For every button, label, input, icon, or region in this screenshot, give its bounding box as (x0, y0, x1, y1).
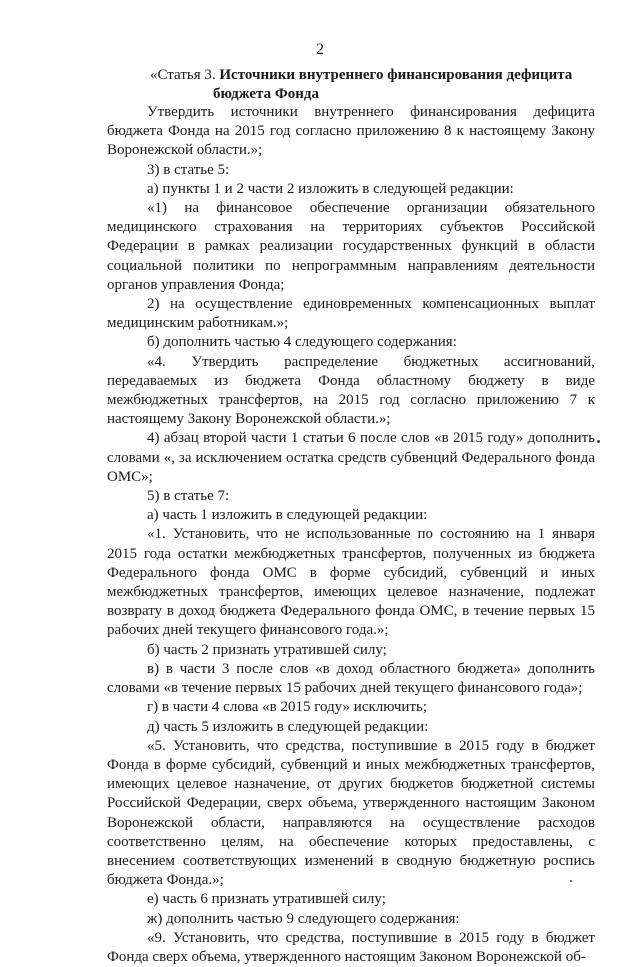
scan-speck (570, 880, 572, 882)
paragraph: «9. Установить, что средства, поступившие в 2015 году в бюджет Фонда сверх объема, утвержденного настоящим Законом Воронежской об- (107, 929, 595, 965)
paragraph: а) часть 1 изложить в следующей редакции: (147, 507, 428, 524)
article-title-line-1: Источники внутреннего финансирования дефицита (219, 67, 573, 83)
article-heading (150, 66, 590, 104)
paragraph: «4. Утвердить распределение бюджетных ассигнований, передаваемых из бюджета Фонда областному бюджету в виде межбюджетных трансфертов, на 2015 год согласно приложению 7 к настоящему Закону Воронежской области.»; (107, 353, 595, 428)
article-title-line-2: бюджета Фонда (213, 86, 319, 102)
paragraph: ж) дополнить частью 9 следующего содержания: (147, 910, 460, 927)
article-prefix: «Статья 3. (150, 67, 220, 83)
paragraph: б) часть 2 признать утратившей силу; (147, 641, 387, 658)
paragraph: в) в части 3 после слов «в доход областного бюджета» дополнить словами «в течение первых 15 рабочих дней текущего финансового года»; (107, 660, 595, 697)
document-body (107, 103, 595, 967)
page-number: 2 (316, 41, 324, 58)
paragraph: б) дополнить частью 4 следующего содержания: (147, 334, 457, 351)
paragraph: 4) абзац второй части 1 статьи 6 после слов «в 2015 году» дополнить словами «, за исключением остатка средств субвенций Федерального фонда ОМС»; (107, 430, 595, 485)
paragraph: а) пункты 1 и 2 части 2 изложить в следующей редакции: (147, 180, 514, 197)
paragraph: 3) в статье 5: (147, 161, 230, 178)
paragraph: 2) на осуществление единовременных компенсационных выплат медицинским работникам.»; (107, 296, 595, 332)
paragraph: «1) на финансовое обеспечение организации обязательного медицинского страхования на территориях субъектов Российской Федерации в рамках реализации государственных функций в области социальной политики по непрограммным направлениям деятельности органов управления Фонда; (107, 200, 595, 293)
paragraph: 5) в статье 7: (147, 488, 230, 505)
paragraph: д) часть 5 изложить в следующей редакции: (147, 718, 429, 735)
paragraph: «5. Установить, что средства, поступившие в 2015 году в бюджет Фонда в форме субсидий, субвенций и иных межбюджетных трансфертов, имеющих целевое назначение, от других бюджетов бюджетной системы Российской Федерации, сверх объема, утвержденного настоящим Законом Воронежской области, направляются на осуществление расходов соответственно целям, на обеспечение которых предоставлены, с внесением соответствующих изменений в сводную бюджетную роспись бюджета Фонда.»; (107, 737, 595, 889)
paragraph: е) часть 6 признать утратившей силу; (147, 891, 386, 908)
paragraph: г) в части 4 слова «в 2015 году» исключить; (147, 699, 428, 716)
scan-speck (597, 440, 600, 443)
paragraph: Утвердить источники внутреннего финансирования дефицита бюджета Фонда на 2015 год согласно приложению 8 к настоящему Закону Воронежской области.»; (107, 104, 595, 159)
paragraph: «1. Установить, что не использованные по состоянию на 1 января 2015 года остатки межбюджетных трансфертов, полученных из бюджета Федерального фонда ОМС в форме субсидий, субвенций и иных межбюджетных трансфертов, имеющих целевое назначение, подлежат возврату в доход бюджета Федерального фонда ОМС, в течение первых 15 рабочих дней текущего финансового года.»; (107, 526, 595, 639)
